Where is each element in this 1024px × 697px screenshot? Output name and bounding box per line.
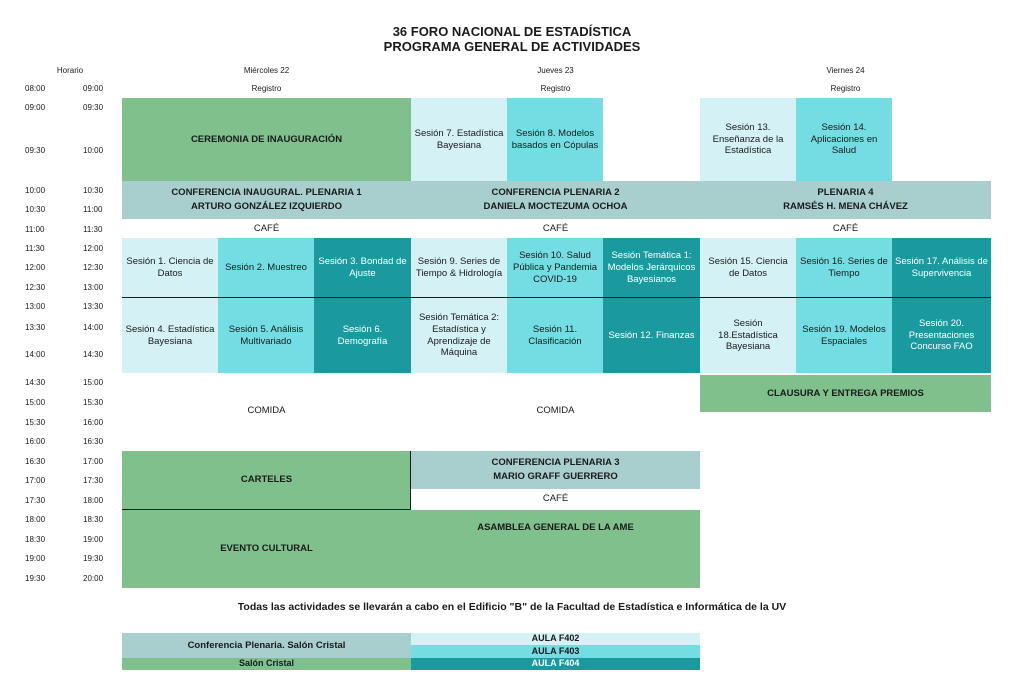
time-end: 16:30 bbox=[83, 437, 104, 446]
time-end: 13:30 bbox=[83, 302, 104, 311]
time-end: 16:00 bbox=[83, 418, 104, 427]
sesion-16: Sesión 16. Series de Tiempo bbox=[796, 238, 892, 298]
plenaria-2-title: CONFERENCIA PLENARIA 2 bbox=[491, 187, 620, 198]
day-header-viernes: Viernes 24 bbox=[826, 66, 865, 75]
sesion-13: Sesión 13. Enseñanza de la Estadística bbox=[700, 98, 796, 181]
time-start: 13:30 bbox=[25, 323, 46, 332]
sesion-19: Sesión 19. Modelos Espaciales bbox=[796, 298, 892, 373]
sesion-15: Sesión 15. Ciencia de Datos bbox=[700, 238, 796, 298]
time-start: 14:30 bbox=[25, 378, 46, 387]
plenaria-2-speaker: DANIELA MOCTEZUMA OCHOA bbox=[483, 201, 628, 212]
sesion-14: Sesión 14. Aplicaciones en Salud bbox=[796, 98, 892, 181]
sesion-18: Sesión 18.Estadística Bayesiana bbox=[700, 298, 796, 373]
time-end: 17:00 bbox=[83, 457, 104, 466]
time-end: 14:00 bbox=[83, 323, 104, 332]
time-end: 19:30 bbox=[83, 554, 104, 563]
time-start: 19:00 bbox=[25, 554, 46, 563]
plenaria-3 bbox=[411, 451, 700, 489]
plenaria-4 bbox=[700, 181, 991, 219]
time-start: 19:30 bbox=[25, 574, 46, 583]
time-start: 12:00 bbox=[25, 263, 46, 272]
time-start: 15:00 bbox=[25, 398, 46, 407]
legend-plenaria: Conferencia Plenaria. Salón Cristal bbox=[122, 633, 411, 658]
cafe-viernes: CAFÉ bbox=[832, 223, 859, 235]
comida-miercoles: COMIDA bbox=[247, 405, 286, 417]
clausura: CLAUSURA Y ENTREGA PREMIOS bbox=[700, 375, 991, 412]
time-end: 15:00 bbox=[83, 378, 104, 387]
registro-miercoles: Registro bbox=[251, 84, 282, 93]
legend-aula-f402: AULA F402 bbox=[411, 633, 700, 645]
time-end: 11:30 bbox=[83, 225, 103, 234]
day-header-jueves: Jueves 23 bbox=[537, 66, 574, 75]
ceremonia-inauguracion: CEREMONIA DE INAUGURACIÓN bbox=[122, 98, 411, 181]
sesion-tematica-2: Sesión Temática 2: Estadística y Aprendizaje de Máquina bbox=[411, 298, 507, 373]
sesion-4: Sesión 4. Estadística Bayesiana bbox=[122, 298, 218, 373]
time-start: 10:30 bbox=[25, 205, 46, 214]
time-start: 15:30 bbox=[25, 418, 46, 427]
time-start: 11:00 bbox=[25, 225, 45, 234]
plenaria-1-speaker: ARTURO GONZÁLEZ IZQUIERDO bbox=[191, 201, 342, 212]
sesion-12: Sesión 12. Finanzas bbox=[603, 298, 700, 373]
time-end: 12:30 bbox=[83, 263, 104, 272]
time-start: 18:30 bbox=[25, 535, 46, 544]
time-start: 17:00 bbox=[25, 476, 46, 485]
time-end: 20:00 bbox=[83, 574, 104, 583]
time-end: 13:00 bbox=[83, 283, 104, 292]
time-end: 10:30 bbox=[83, 186, 104, 195]
carteles: CARTELES bbox=[122, 451, 411, 509]
cafe-jueves: CAFÉ bbox=[542, 223, 569, 235]
time-start: 17:30 bbox=[25, 496, 46, 505]
time-end: 09:00 bbox=[83, 84, 104, 93]
time-end: 12:00 bbox=[83, 244, 104, 253]
day-header-miercoles: Miércoles 22 bbox=[243, 66, 290, 75]
registro-viernes: Registro bbox=[830, 84, 861, 93]
time-start: 08:00 bbox=[25, 84, 46, 93]
sesion-tematica-1: Sesión Temática 1: Modelos Jerárquicos Bayesianos bbox=[603, 238, 700, 298]
sesion-17: Sesión 17. Análisis de Supervivencia bbox=[892, 238, 991, 298]
plenaria-1-title: CONFERENCIA INAUGURAL. PLENARIA 1 bbox=[171, 187, 362, 198]
time-end: 09:30 bbox=[83, 103, 104, 112]
time-end: 11:00 bbox=[83, 205, 103, 214]
sesion-10: Sesión 10. Salud Pública y Pandemia COVID-19 bbox=[507, 238, 603, 298]
time-start: 18:00 bbox=[25, 515, 46, 524]
time-end: 17:30 bbox=[83, 476, 104, 485]
comida-jueves: COMIDA bbox=[536, 405, 575, 417]
time-end: 15:30 bbox=[83, 398, 104, 407]
cafe-miercoles: CAFÉ bbox=[253, 223, 280, 235]
plenaria-4-title: PLENARIA 4 bbox=[817, 187, 874, 198]
asamblea-general: ASAMBLEA GENERAL DE LA AME bbox=[411, 510, 700, 588]
evento-cultural: EVENTO CULTURAL bbox=[122, 510, 411, 588]
sesion-7: Sesión 7. Estadística Bayesiana bbox=[411, 98, 507, 181]
legend-aula-f404: AULA F404 bbox=[411, 658, 700, 670]
time-start: 14:00 bbox=[25, 350, 46, 359]
sesion-8: Sesión 8. Modelos basados en Cópulas bbox=[507, 98, 603, 181]
horario-header: Horario bbox=[56, 66, 84, 75]
sesion-6: Sesión 6. Demografía bbox=[314, 298, 411, 373]
time-start: 11:30 bbox=[25, 244, 45, 253]
sesion-5: Sesión 5. Análisis Multivariado bbox=[218, 298, 314, 373]
sesion-3: Sesión 3. Bondad de Ajuste bbox=[314, 238, 411, 298]
time-start: 16:00 bbox=[25, 437, 46, 446]
time-start: 12:30 bbox=[25, 283, 46, 292]
plenaria-3-speaker: MARIO GRAFF GUERRERO bbox=[493, 471, 618, 482]
registro-jueves: Registro bbox=[540, 84, 571, 93]
cafe-jueves-tarde: CAFÉ bbox=[542, 493, 569, 505]
sesion-2: Sesión 2. Muestreo bbox=[218, 238, 314, 298]
time-start: 09:30 bbox=[25, 146, 46, 155]
time-end: 14:30 bbox=[83, 350, 104, 359]
sesion-1: Sesión 1. Ciencia de Datos bbox=[122, 238, 218, 298]
plenaria-2 bbox=[411, 181, 700, 219]
sesion-20: Sesión 20. Presentaciones Concurso FAO bbox=[892, 298, 991, 373]
page-title: 36 FORO NACIONAL DE ESTADÍSTICA bbox=[392, 24, 632, 39]
page-subtitle: PROGRAMA GENERAL DE ACTIVIDADES bbox=[383, 39, 641, 54]
sesion-11: Sesión 11. Clasificación bbox=[507, 298, 603, 373]
time-end: 18:30 bbox=[83, 515, 104, 524]
time-start: 09:00 bbox=[25, 103, 46, 112]
time-start: 16:30 bbox=[25, 457, 46, 466]
sesion-9: Sesión 9. Series de Tiempo & Hidrología bbox=[411, 238, 507, 298]
footer-note: Todas las actividades se llevarán a cabo en el Edificio "B" de la Facultad de Estadística e Informática de la UV bbox=[237, 601, 787, 613]
time-end: 19:00 bbox=[83, 535, 104, 544]
legend-salon-cristal: Salón Cristal bbox=[122, 658, 411, 670]
time-end: 18:00 bbox=[83, 496, 104, 505]
plenaria-1 bbox=[122, 181, 411, 219]
time-start: 13:00 bbox=[25, 302, 46, 311]
time-end: 10:00 bbox=[83, 146, 104, 155]
plenaria-4-speaker: RAMSÉS H. MENA CHÁVEZ bbox=[783, 201, 908, 212]
legend-aula-f403: AULA F403 bbox=[411, 645, 700, 658]
time-start: 10:00 bbox=[25, 186, 46, 195]
plenaria-3-title: CONFERENCIA PLENARIA 3 bbox=[491, 457, 620, 468]
